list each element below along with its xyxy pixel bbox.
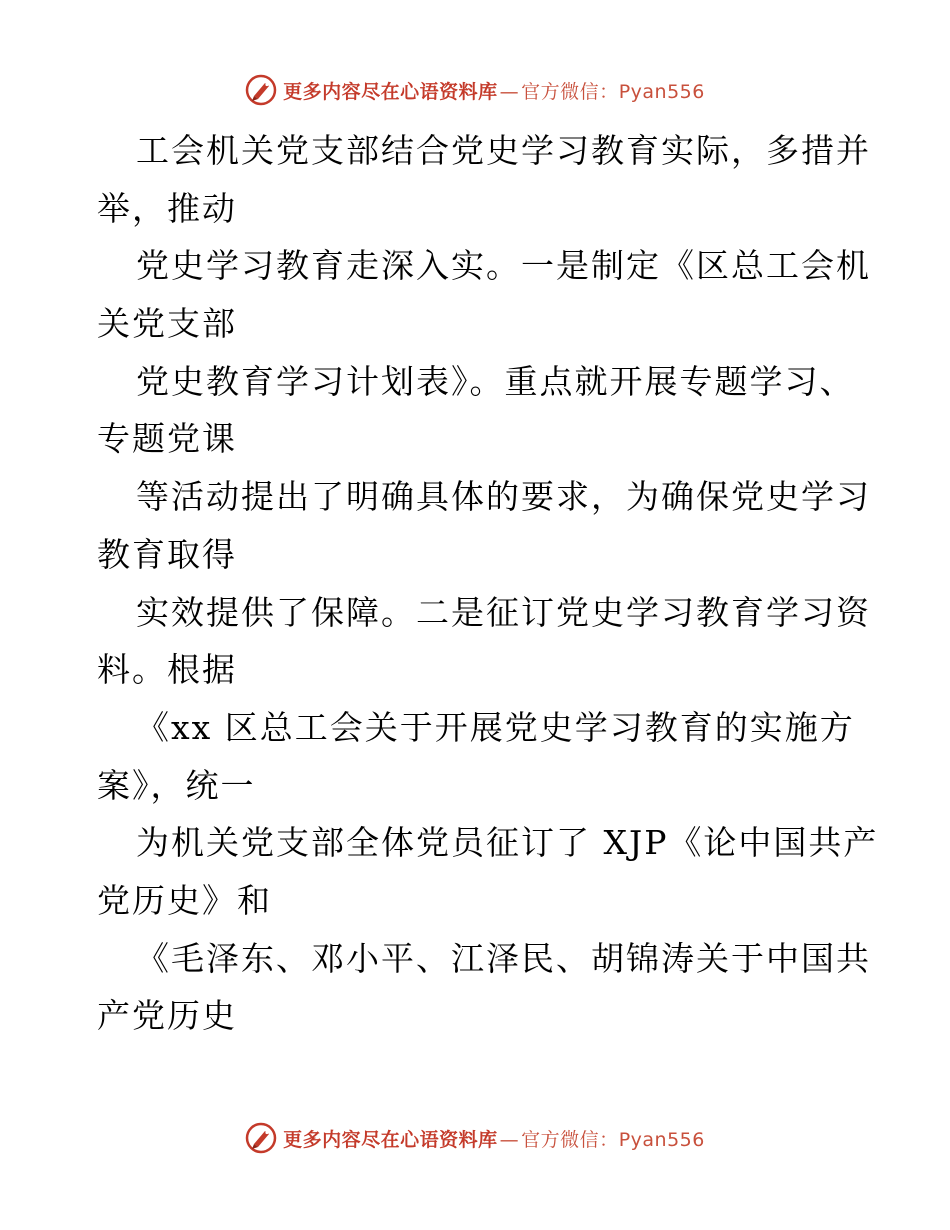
watermark-dash: —: [499, 80, 520, 103]
watermark-text: [283, 1125, 705, 1152]
text-line-3: 党史学习教育走深入实。一是制定《区总工会机: [136, 246, 871, 286]
text-line-13: 为机关党支部全体党员征订了 XJP《论中国共产: [136, 823, 879, 863]
text-line-9: 实效提供了保障。二是征订党史学习教育学习资: [136, 592, 871, 632]
text-line-14: 党历史》和: [97, 880, 272, 920]
watermark-wechat-id: Pyan556: [618, 1128, 705, 1151]
watermark-wechat-id: Pyan556: [618, 80, 705, 103]
watermark-brand: 更多内容尽在心语资料库: [283, 1128, 498, 1151]
watermark-label: 官方微信：: [521, 80, 619, 103]
text-line-6: 专题党课: [97, 419, 237, 459]
text-line-4: 关党支部: [97, 304, 237, 344]
text-line-10: 料。根据: [97, 650, 237, 690]
header-watermark: [0, 72, 950, 108]
watermark-text: [283, 77, 705, 104]
text-line-1: 工会机关党支部结合党史学习教育实际，多措并: [136, 131, 871, 170]
text-line-2: 举，推动: [97, 188, 237, 228]
pen-logo-icon: [245, 1122, 277, 1154]
pen-logo-icon: [245, 74, 277, 106]
text-line-11: 《xx 区总工会关于开展党史学习教育的实施方: [136, 707, 855, 747]
text-line-8: 教育取得: [97, 534, 237, 574]
watermark-dash: —: [499, 1128, 520, 1151]
footer-watermark: [0, 1120, 950, 1156]
text-line-5: 党史教育学习计划表》。重点就开展专题学习、: [136, 361, 855, 401]
watermark-label: 官方微信：: [521, 1128, 619, 1151]
text-line-7: 等活动提出了明确具体的要求，为确保党史学习: [136, 477, 871, 517]
text-line-12: 案》，统一: [97, 765, 256, 805]
watermark-brand: 更多内容尽在心语资料库: [283, 80, 498, 103]
document-body: [97, 122, 879, 1045]
text-line-15: 《毛泽东、邓小平、江泽民、胡锦涛关于中国共: [136, 938, 871, 978]
text-line-16: 产党历史: [97, 996, 237, 1036]
